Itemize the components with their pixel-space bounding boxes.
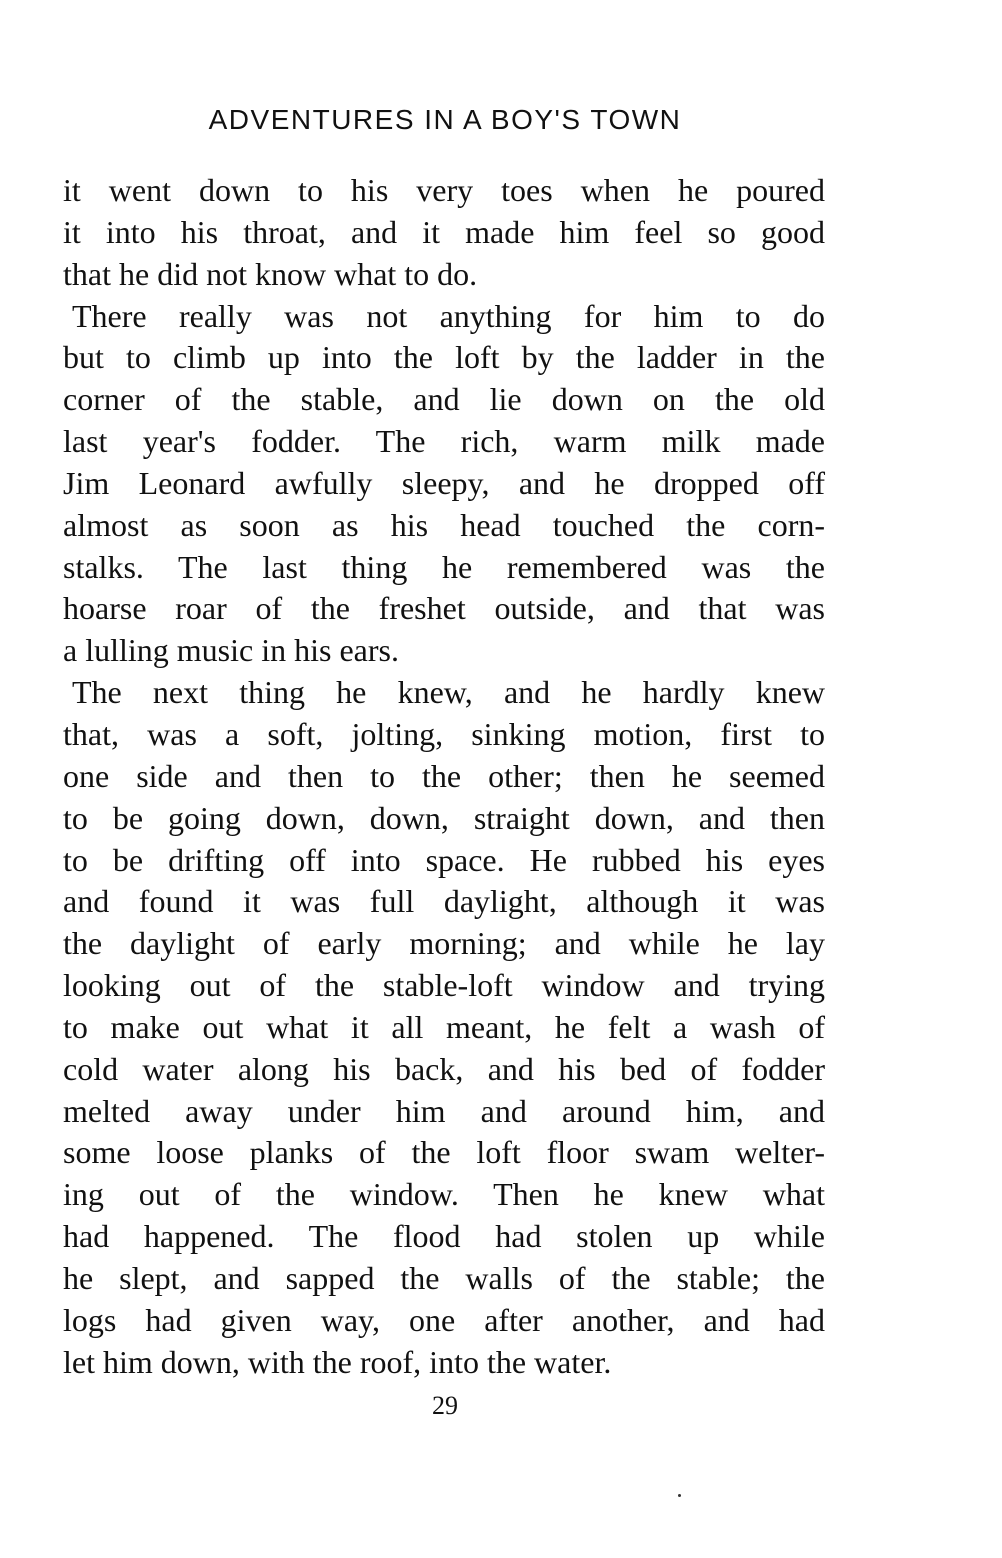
text-line: hoarse roar of the freshet outside, and that was	[63, 590, 825, 627]
text-line: one side and then to the other; then he seemed	[63, 757, 825, 794]
text-line: a lulling music in his ears.	[63, 632, 399, 669]
text-line: let him down, with the roof, into the water.	[63, 1343, 612, 1380]
text-line: looking out of the stable-loft window and trying	[63, 967, 825, 1004]
text-line: he slept, and sapped the walls of the stable; the	[63, 1259, 825, 1296]
text-line: to be going down, down, straight down, and then	[63, 799, 825, 836]
text-line: to be drifting off into space. He rubbed his eyes	[63, 841, 825, 878]
text-line: almost as soon as his head touched the corn-	[63, 506, 825, 543]
text-line: corner of the stable, and lie down on the old	[63, 381, 825, 418]
text-line: cold water along his back, and his bed of fodder	[63, 1050, 825, 1087]
running-head: ADVENTURES IN A BOY'S TOWN	[208, 104, 682, 135]
text-line: stalks. The last thing he remembered was the	[63, 548, 825, 585]
text-line: it into his throat, and it made him feel so good	[63, 213, 825, 250]
paragraph-2	[63, 296, 825, 673]
text-line: last year's fodder. The rich, warm milk made	[63, 423, 825, 460]
body-text	[63, 170, 825, 1383]
paragraph-1	[63, 170, 825, 296]
text-line: to make out what it all meant, he felt a wash of	[63, 1008, 825, 1045]
text-line: that, was a soft, jolting, sinking motion, first to	[63, 715, 825, 752]
text-line: had happened. The flood had stolen up while	[63, 1218, 825, 1255]
text-line: it went down to his very toes when he poured	[63, 172, 825, 208]
text-line: The next thing he knew, and he hardly knew	[72, 674, 825, 711]
text-line: that he did not know what to do.	[63, 255, 478, 292]
text-line: ing out of the window. Then he knew what	[63, 1176, 825, 1213]
text-line: There really was not anything for him to do	[72, 297, 825, 334]
text-line: logs had given way, one after another, and had	[63, 1301, 825, 1338]
text-line: and found it was full daylight, although it was	[63, 883, 825, 920]
page-number: 29	[432, 1391, 458, 1420]
text-line: but to climb up into the loft by the ladder in the	[63, 339, 825, 376]
text-line: Jim Leonard awfully sleepy, and he dropped off	[63, 464, 825, 501]
paragraph-3	[63, 672, 825, 1383]
text-line: melted away under him and around him, and	[63, 1092, 825, 1129]
ink-speck	[678, 1494, 681, 1497]
text-line: some loose planks of the loft floor swam welter-	[63, 1134, 825, 1171]
text-line: the daylight of early morning; and while he lay	[63, 925, 825, 962]
